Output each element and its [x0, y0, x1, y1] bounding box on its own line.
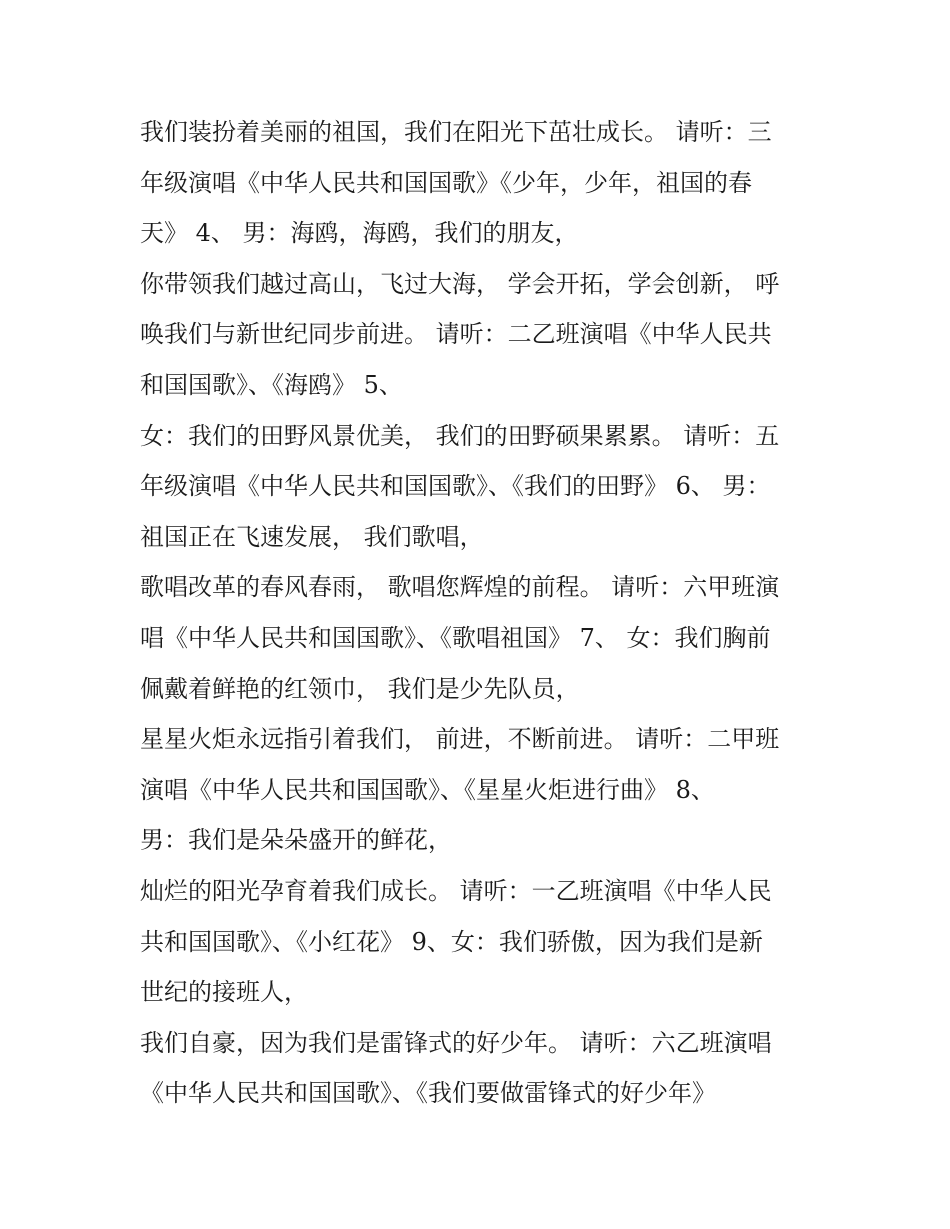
text-line: 男：我们是朵朵盛开的鲜花，: [140, 826, 452, 855]
body-text: [140, 107, 840, 1119]
text-line: 年级演唱《中华人民共和国国歌》、《我们的田野》 6、 男：: [140, 472, 771, 501]
text-line: 佩戴着鲜艳的红领巾， 我们是少先队员，: [140, 674, 580, 703]
text-line: 唱《中华人民共和国国歌》、《歌唱祖国》 7、 女：我们胸前: [140, 623, 771, 652]
text-line: 演唱《中华人民共和国国歌》、《星星火炬进行曲》 8、: [140, 775, 715, 804]
text-line: 我们装扮着美丽的祖国，我们在阳光下茁壮成长。 请听：三: [140, 118, 772, 146]
text-line: 女：我们的田野风景优美， 我们的田野硕果累累。 请听：五: [140, 421, 780, 450]
text-line: 星星火炬永远指引着我们， 前进，不断前进。 请听：二甲班: [140, 725, 780, 754]
text-line: 灿烂的阳光孕育着我们成长。 请听：一乙班演唱《中华人民: [140, 876, 772, 905]
text-line: 唤我们与新世纪同步前进。 请听：二乙班演唱《中华人民共: [140, 320, 772, 349]
text-line: 共和国国歌》、《小红花》 9、女：我们骄傲，因为我们是新: [140, 927, 763, 956]
text-line: 歌唱改革的春风春雨， 歌唱您辉煌的前程。 请听：六甲班演: [140, 573, 780, 602]
text-line: 祖国正在飞速发展， 我们歌唱，: [140, 522, 484, 551]
text-line: 和国国歌》、《海鸥》 5、: [140, 370, 403, 399]
text-line: 年级演唱《中华人民共和国国歌》《少年，少年，祖国的春: [140, 168, 752, 197]
text-line: 《中华人民共和国国歌》、《我们要做雷锋式的好少年》: [140, 1079, 716, 1108]
text-line: 你带领我们越过高山，飞过大海， 学会开拓，学会创新， 呼: [140, 269, 780, 298]
text-line: 天》 4、 男：海鸥，海鸥，我们的朋友，: [140, 219, 579, 248]
text-line: 世纪的接班人，: [140, 978, 308, 1007]
text-line: 我们自豪，因为我们是雷锋式的好少年。 请听：六乙班演唱: [140, 1028, 772, 1057]
